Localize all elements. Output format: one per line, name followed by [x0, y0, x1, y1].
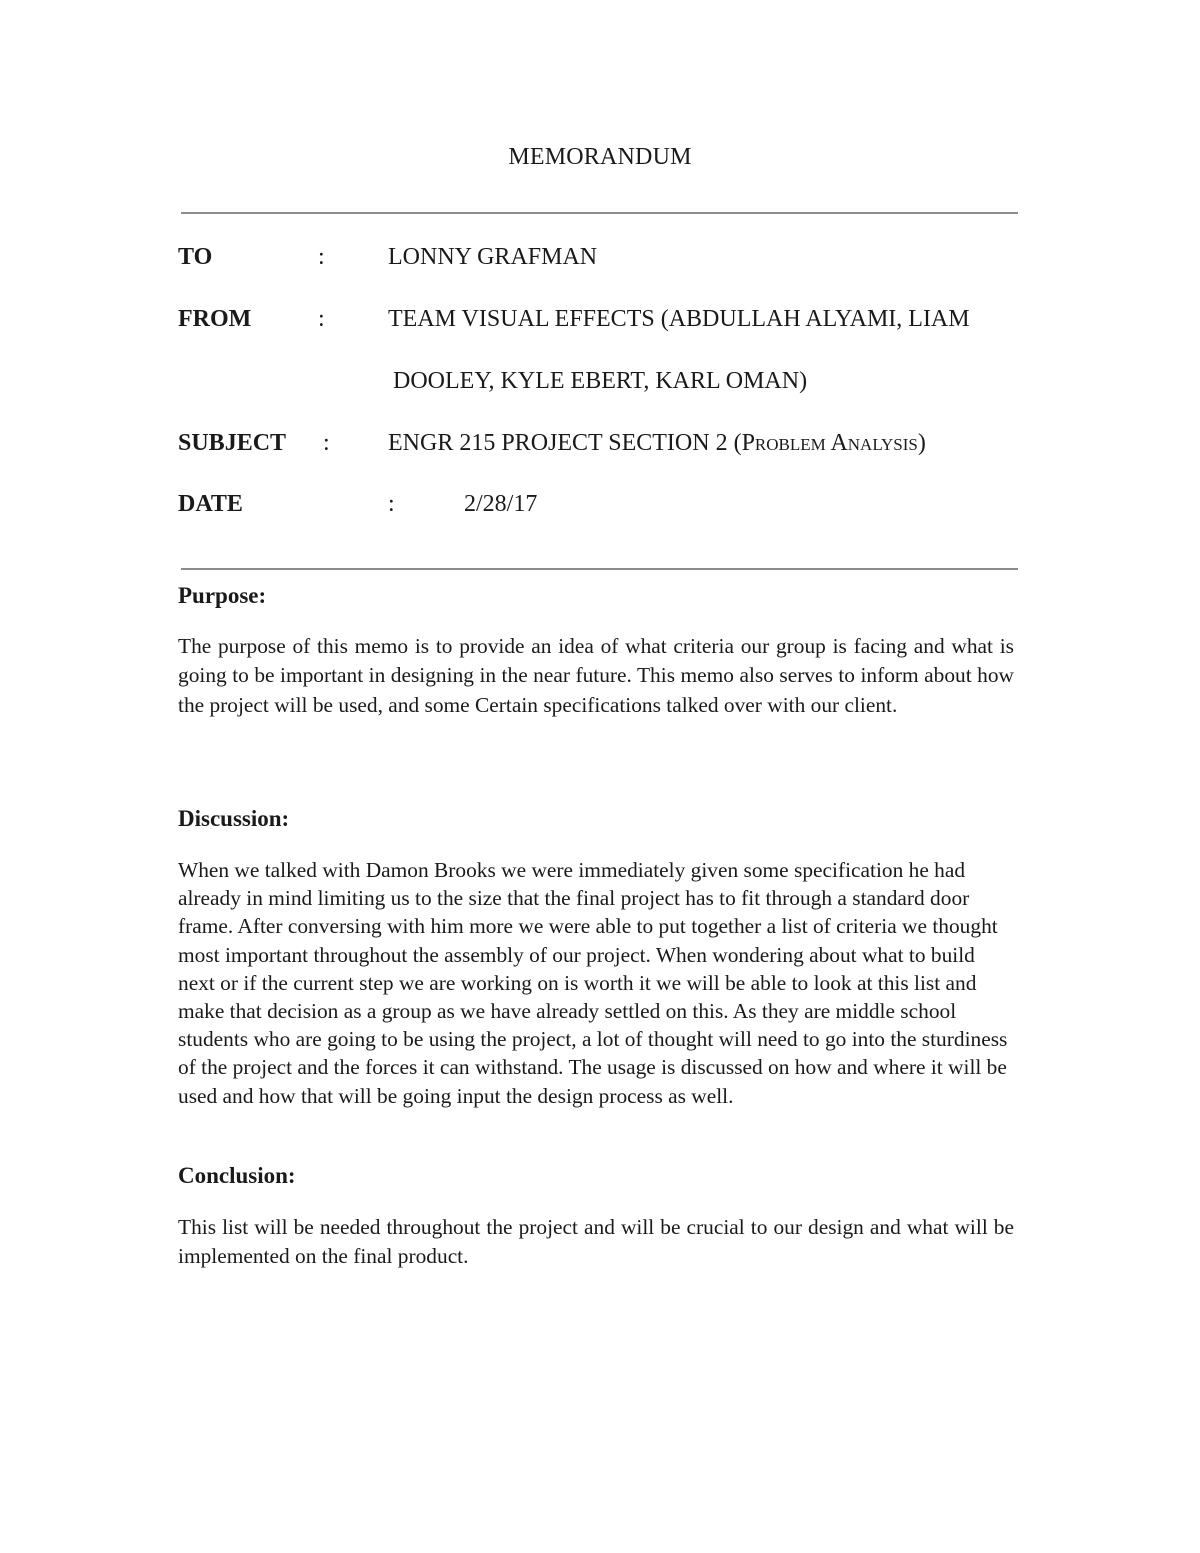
subject-close-paren: ) [917, 430, 926, 456]
date-colon: : [388, 491, 395, 517]
header-bottom-rule [181, 568, 1018, 570]
to-value: LONNY GRAFMAN [388, 244, 598, 270]
purpose-paragraph: The purpose of this memo is to provide an idea of what criteria our group is facing and what is going to be important in designing in the near future. This memo also serves to inform about how the project will be used, and some Certain specifications talked over with our client. [178, 634, 1014, 717]
subject-text: ENGR 215 PROJECT SECTION 2 ( [388, 430, 742, 456]
from-value-line1: TEAM VISUAL EFFECTS (ABDULLAH ALYAMI, LIAM [388, 306, 970, 332]
to-colon: : [318, 244, 325, 270]
date-label: DATE [178, 491, 243, 517]
purpose-heading: Purpose: [178, 583, 267, 608]
conclusion-heading: Conclusion: [178, 1163, 296, 1188]
discussion-paragraph: When we talked with Damon Brooks we were immediately given some specification he had already in mind limiting us to the size that the final project has to fit through a standard door frame. After conversing with him more we were able to put together a list of criteria we thought most important throughout the assembly of our project. When wondering about what to build next or if the current step we are working on is worth it we will be able to look at this list and make that decision as a group as we have already settled on this. As they are middle school students who are going to be using the project, a lot of thought will need to go into the sturdiness of the project and the forces it can withstand. The usage is discussed on how and where it will be used and how that will be going input the design process as well. [178, 858, 1008, 1108]
to-label: TO [178, 244, 213, 270]
header-top-rule [181, 212, 1018, 214]
from-label: FROM [178, 306, 252, 332]
from-colon: : [318, 306, 325, 332]
subject-value [388, 430, 926, 457]
date-value: 2/28/17 [464, 491, 538, 517]
conclusion-paragraph: This list will be needed throughout the project and will be crucial to our design and what will be implemented on the final product. [178, 1215, 1014, 1269]
discussion-heading: Discussion: [178, 806, 290, 831]
subject-colon: : [323, 430, 330, 456]
memo-title: MEMORANDUM [508, 144, 692, 170]
from-value-line2: DOOLEY, KYLE EBERT, KARL OMAN) [393, 368, 808, 394]
subject-smallcaps: Problem Analysis [741, 430, 918, 456]
subject-label: SUBJECT [178, 430, 287, 456]
